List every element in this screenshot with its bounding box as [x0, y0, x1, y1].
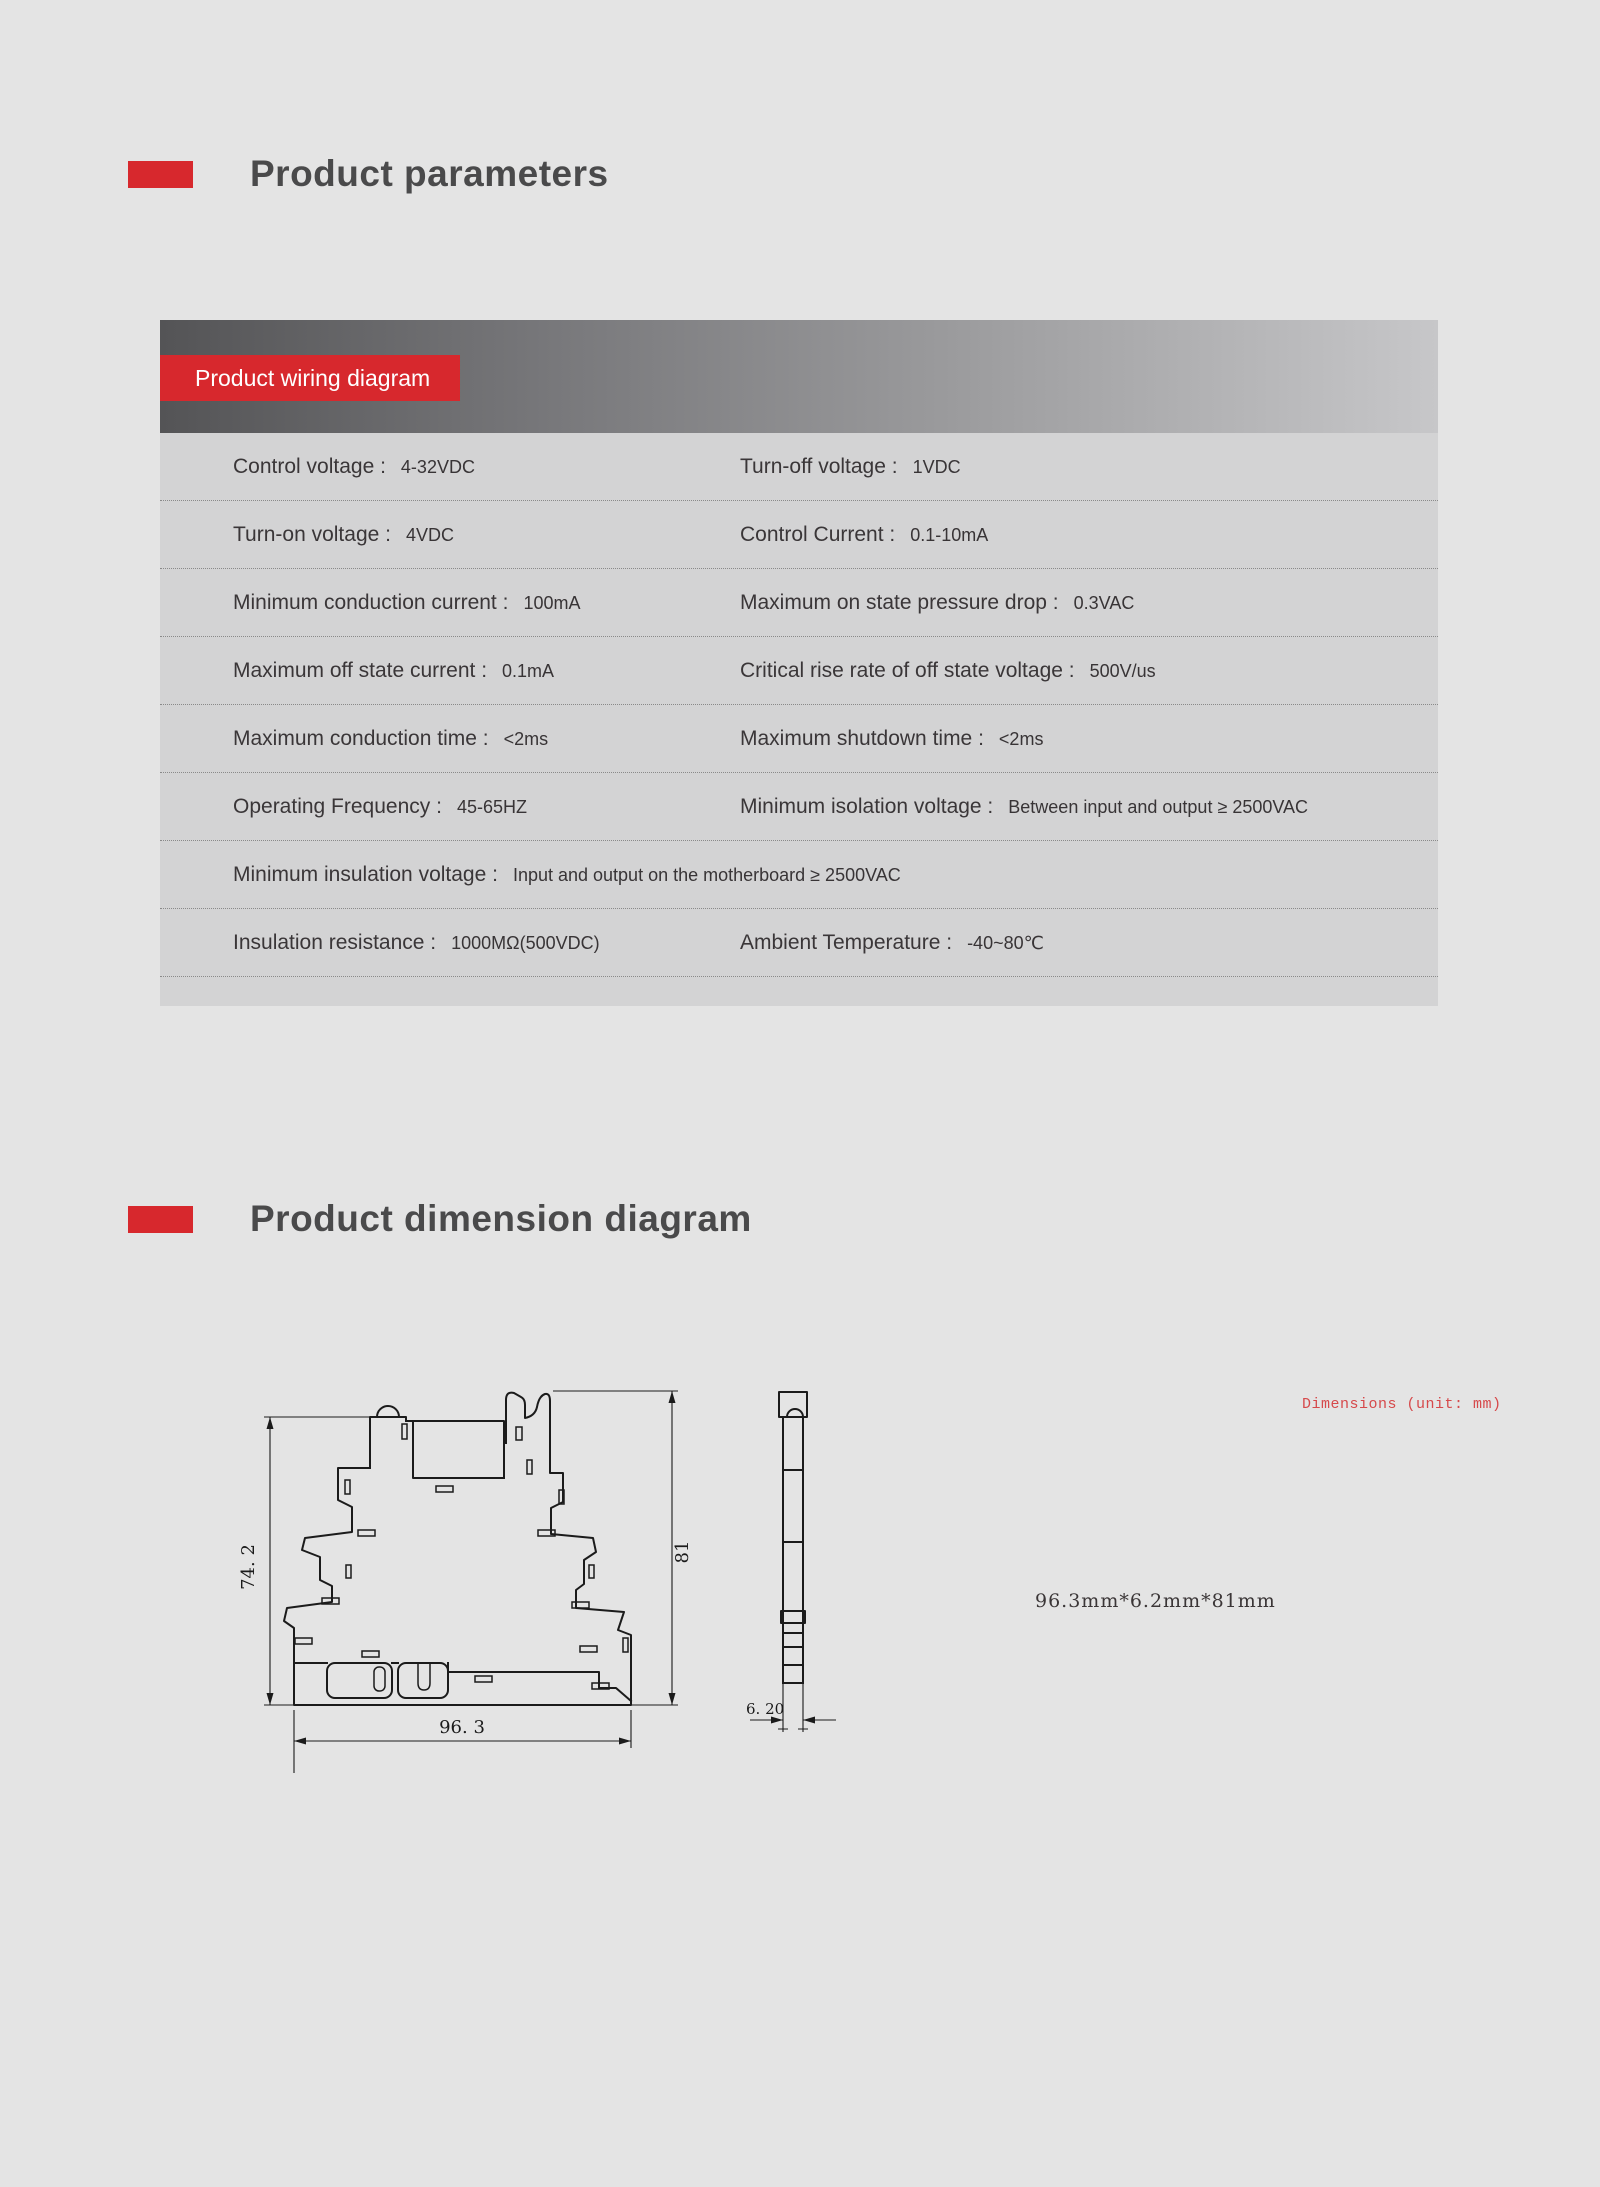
dimensions-unit-note: Dimensions (unit: mm)	[1302, 1396, 1502, 1413]
spec-label: Minimum insulation voltage :	[233, 863, 498, 886]
table-header-band	[160, 320, 1438, 433]
spec-label: Operating Frequency :	[233, 795, 442, 818]
spec-cell	[740, 637, 1156, 704]
spec-cell	[740, 773, 1308, 840]
spec-value: <2ms	[503, 729, 549, 749]
side-view-drawing	[740, 1380, 910, 1800]
spec-value: <2ms	[998, 729, 1044, 749]
spec-label: Insulation resistance :	[233, 931, 437, 954]
spec-cell	[740, 501, 988, 568]
dim-label-81: 81	[672, 1540, 693, 1564]
spec-value: 0.1-10mA	[910, 525, 989, 545]
spec-cell	[740, 569, 1134, 636]
parameters-section-header	[128, 147, 609, 201]
table-row	[160, 705, 1438, 773]
spec-value: 45-65HZ	[456, 797, 527, 817]
spec-value: 1VDC	[912, 457, 961, 477]
dimension-title: Product dimension diagram	[250, 1198, 752, 1239]
spec-label: Critical rise rate of off state voltage :	[740, 659, 1075, 682]
spec-cell	[233, 433, 475, 500]
spec-value: 1000MΩ(500VDC)	[451, 933, 600, 953]
table-row	[160, 909, 1438, 977]
dim-label-6-20: 6. 20	[746, 1700, 785, 1718]
spec-label: Turn-on voltage :	[233, 523, 391, 546]
dimension-section-header	[128, 1192, 752, 1246]
spec-label: Minimum conduction current :	[233, 591, 509, 614]
table-header-tab: Product wiring diagram	[160, 355, 460, 401]
dim-label-74-2: 74. 2	[238, 1544, 259, 1590]
parameters-table	[160, 320, 1438, 1006]
spec-cell	[233, 637, 554, 704]
spec-label: Control Current :	[740, 523, 896, 546]
table-body	[160, 433, 1438, 1010]
table-row	[160, 773, 1438, 841]
spec-label: Maximum on state pressure drop :	[740, 591, 1059, 614]
spec-label: Ambient Temperature :	[740, 931, 953, 954]
spec-cell	[233, 841, 901, 908]
red-accent-block	[128, 1206, 193, 1233]
spec-label: Maximum off state current :	[233, 659, 488, 682]
spec-label: Maximum conduction time :	[233, 727, 489, 750]
spec-label: Maximum shutdown time :	[740, 727, 984, 750]
spec-label: Minimum isolation voltage :	[740, 795, 994, 818]
overall-size-text: 96.3mm*6.2mm*81mm	[1035, 1590, 1276, 1612]
spec-value: 4VDC	[405, 525, 454, 545]
spec-value: -40~80℃	[967, 933, 1044, 953]
spec-cell	[740, 705, 1043, 772]
spec-label: Control voltage :	[233, 455, 386, 478]
spec-cell	[740, 909, 1044, 976]
spec-cell	[740, 433, 961, 500]
spec-value: 100mA	[523, 593, 581, 613]
spec-label: Turn-off voltage :	[740, 455, 898, 478]
spec-value: 0.1mA	[502, 661, 555, 681]
red-accent-block	[128, 161, 193, 188]
spec-cell	[233, 909, 600, 976]
spec-value: Input and output on the motherboard ≥ 2500VAC	[512, 865, 901, 885]
table-row	[160, 433, 1438, 501]
spec-value: 0.3VAC	[1073, 593, 1135, 613]
spec-cell	[233, 705, 548, 772]
table-row	[160, 569, 1438, 637]
spec-value: 500V/us	[1089, 661, 1156, 681]
table-row	[160, 501, 1438, 569]
parameters-title: Product parameters	[250, 153, 609, 194]
spec-value: 4-32VDC	[400, 457, 475, 477]
dim-label-96-3: 96. 3	[439, 1717, 485, 1738]
spec-cell	[233, 773, 527, 840]
spec-cell	[233, 501, 454, 568]
spec-value: Between input and output ≥ 2500VAC	[1008, 797, 1309, 817]
table-row	[160, 841, 1438, 909]
table-row	[160, 637, 1438, 705]
spec-cell	[233, 569, 581, 636]
